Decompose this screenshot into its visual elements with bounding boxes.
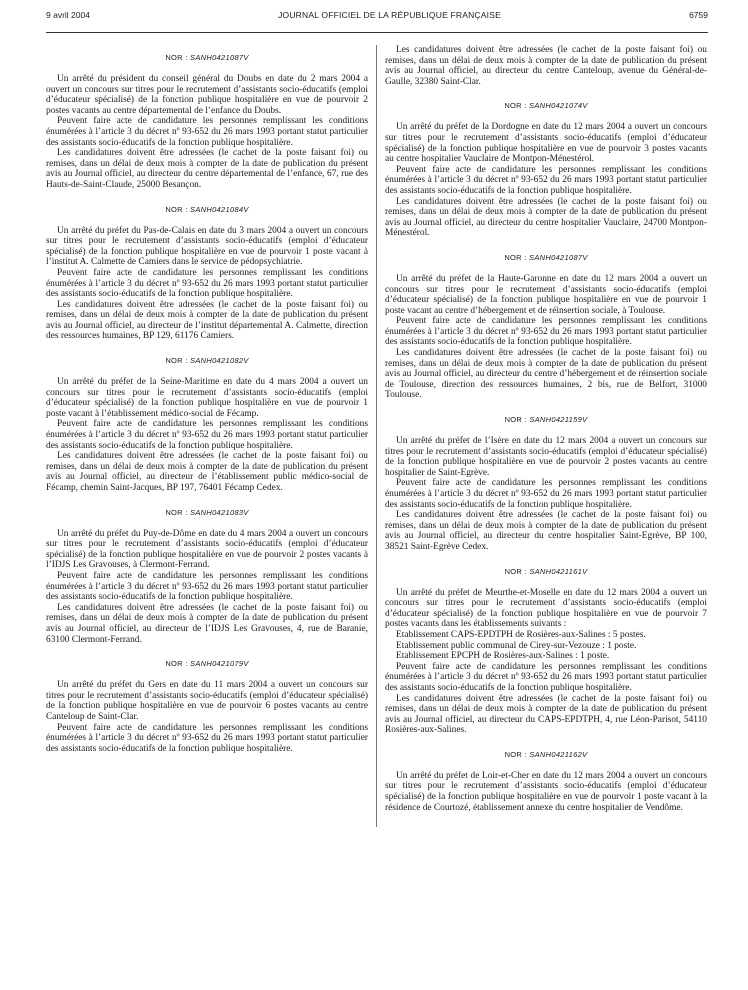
notice bbox=[385, 750, 707, 813]
two-column-body bbox=[46, 45, 708, 827]
notice-paragraph: Peuvent faire acte de candidature les personnes remplissant les conditions énumérées à l’article 3 du décret nº 93-652 du 26 mars 1993 portant statut particulier des assistants socio-éducatifs de la fonction publique hospitalière. bbox=[385, 661, 707, 693]
nor-prefix: NOR : bbox=[165, 659, 188, 669]
notice-paragraph: Les candidatures doivent être adressées (le cachet de la poste faisant foi) ou remises, dans un délai de deux mois à compter de la date de publication du présent avis au Journal officiel, au directeur du centre hospitalier Saint-Egrève, BP 100, 38521 Saint-Egrève Cedex. bbox=[385, 510, 707, 552]
nor-reference bbox=[46, 205, 368, 214]
notice bbox=[385, 253, 707, 401]
nor-code: SANH0421087V bbox=[529, 252, 588, 262]
establishment-item: Etablissement EPCPH de Rosières-aux-Salines : 1 poste. bbox=[396, 651, 610, 662]
nor-prefix: NOR : bbox=[504, 566, 527, 576]
nor-code: SANH0421079V bbox=[190, 659, 249, 669]
notice bbox=[385, 101, 707, 239]
nor-prefix: NOR : bbox=[165, 53, 188, 62]
establishment-item: Etablissement CAPS-EPDTPH de Rosières-aux-Salines : 5 postes. bbox=[396, 629, 646, 640]
notice-paragraph: Un arrêté du préfet de Meurthe-et-Moselle en date du 12 mars 2004 a ouvert un concours sur titres pour le recrutement d’assistants socio-éducatifs (emploi d’éducateur spécialisé) de la fonction publique hospitalière en vue de pourvoir 7 postes vacants dans les établissements suivants : bbox=[385, 587, 707, 630]
nor-prefix: NOR : bbox=[504, 252, 527, 262]
nor-reference bbox=[385, 750, 707, 759]
notice-paragraph: Un arrêté du préfet de la Seine-Maritime en date du 4 mars 2004 a ouvert un concours sur titres pour le recrutement d’assistants socio-éducatifs (emploi d’éducateur spécialisé) de la fonction publique hospitalière en vue de pourvoir 1 poste vacant à l’établissement médico-social de Fécamp. bbox=[46, 377, 368, 419]
issue-date: 9 avril 2004 bbox=[46, 10, 90, 20]
header-rule bbox=[46, 32, 708, 33]
notice-paragraph: Peuvent faire acte de candidature les personnes remplissant les conditions énumérées à l’article 3 du décret nº 93-652 du 26 mars 1993 portant statut particulier des assistants socio-éducatifs de la fonction publique hospitalière. bbox=[385, 478, 707, 510]
establishment-list bbox=[385, 630, 707, 662]
nor-reference bbox=[46, 356, 368, 365]
nor-code: SANH0421161V bbox=[529, 566, 588, 576]
nor-prefix: NOR : bbox=[165, 356, 188, 366]
notice bbox=[46, 508, 368, 646]
notice-paragraph: Peuvent faire acte de candidature les personnes remplissant les conditions énumérées à l’article 3 du décret nº 93-652 du 26 mars 1993 portant statut particulier des assistants socio-éducatifs de la fonction publique hospitalière. bbox=[385, 316, 707, 348]
page-header bbox=[46, 0, 708, 26]
notice-paragraph: Les candidatures doivent être adressées (le cachet de la poste faisant foi) ou remises, dans un délai de deux mois à compter de la date de publication du présent avis au Journal officiel, au directeur du centre hospitalier Vauclaire, 24700 Montpon-Ménestérol. bbox=[385, 196, 707, 239]
notice-paragraph: Les candidatures doivent être adressées (le cachet de la poste faisant foi) ou remises, dans un délai de deux mois à compter de la date de publication du présent avis au Journal officiel, au directeur de l’établissement public médico-social de Fécamp, chemin Saint-Jacques, BP 197, 76401 Fécamp Cedex. bbox=[46, 451, 368, 493]
establishment-item: Etablissement public communal de Cirey-sur-Vezouze : 1 poste. bbox=[396, 640, 637, 651]
nor-code: SANH0421162V bbox=[529, 749, 588, 759]
journal-title: JOURNAL OFFICIEL DE LA RÉPUBLIQUE FRANÇAISE bbox=[278, 10, 501, 20]
nor-reference bbox=[385, 253, 707, 262]
nor-prefix: NOR : bbox=[165, 204, 188, 214]
notice-paragraph: Les candidatures doivent être adressées (le cachet de la poste faisant foi) ou remises, dans un délai de deux mois à compter de la date de publication du présent avis au Journal officiel, au directeur du centre Canteloup, avenue du Général-de-Gaulle, 32380 Saint-Clar. bbox=[385, 45, 707, 87]
nor-prefix: NOR : bbox=[504, 101, 527, 111]
nor-code: SANH0421083V bbox=[190, 507, 249, 517]
notice-paragraph: Les candidatures doivent être adressées (le cachet de la poste faisant foi) ou remises, dans un délai de deux mois à compter de la date de publication du présent avis au Journal officiel, au directeur du centre d’hébergement et de réinsertion sociale de Toulouse, direction des ressources humaines, 2 bis, rue de Belfort, 31000 Toulouse. bbox=[385, 348, 707, 401]
nor-prefix: NOR : bbox=[504, 415, 527, 425]
left-column bbox=[46, 45, 376, 827]
notice bbox=[46, 659, 368, 754]
notice-paragraph: Les candidatures doivent être adressées (le cachet de la poste faisant foi) ou remises, dans un délai de deux mois à compter de la date de publication du présent avis au Journal officiel, au directeur du centre départemental de l’enfance, 67, rue des Hauts-de-Saint-Claude, 25000 Besançon. bbox=[46, 148, 368, 190]
nor-code: SANH0421082V bbox=[190, 356, 249, 366]
notice-paragraph: Un arrêté du préfet du Gers en date du 11 mars 2004 a ouvert un concours sur titres pour le recrutement d’assistants socio-éducatifs (emploi d’éducateur spécialisé) de la fonction publique hospitalière en vue de pourvoir 6 postes vacants au centre Canteloup de Saint-Clar. bbox=[46, 680, 368, 722]
nor-code: SANH0421087V bbox=[190, 53, 249, 62]
notice-paragraph: Un arrêté du préfet de la Haute-Garonne en date du 12 mars 2004 a ouvert un concours sur titres pour le recrutement d’assistants socio-éducatifs (emploi d’éducateur spécialisé) de la fonction publique hospitalière en vue de pourvoir 1 poste vacant au centre d’hébergement et de réinsertion sociale, à Toulouse. bbox=[385, 273, 707, 316]
right-column bbox=[376, 45, 707, 827]
notice-paragraph: Peuvent faire acte de candidature les personnes remplissant les conditions énumérées à l’article 3 du décret nº 93-652 du 26 mars 1993 portant statut particulier des assistants socio-éducatifs de la fonction publique hospitalière. bbox=[46, 116, 368, 148]
nor-reference bbox=[46, 508, 368, 517]
nor-reference bbox=[385, 415, 707, 424]
nor-reference bbox=[385, 101, 707, 110]
nor-reference bbox=[385, 567, 707, 576]
notice bbox=[385, 567, 707, 736]
notice bbox=[385, 415, 707, 553]
notice-paragraph: Un arrêté du préfet de Loir-et-Cher en date du 12 mars 2004 a ouvert un concours sur titres pour le recrutement d’assistants socio-éducatifs (emploi d’éducateur spécialisé) de la fonction publique hospitalière en vue de pourvoir 1 poste vacant à la résidence de Courtozé, établissement annexe du centre hospitalier de Vendôme. bbox=[385, 770, 707, 813]
notice-paragraph: Peuvent faire acte de candidature les personnes remplissant les conditions énumérées à l’article 3 du décret nº 93-652 du 26 mars 1993 portant statut particulier des assistants socio-éducatifs de la fonction publique hospitalière. bbox=[46, 419, 368, 451]
nor-code: SANH0421074V bbox=[529, 101, 588, 111]
notice-paragraph: Un arrêté du président du conseil général du Doubs en date du 2 mars 2004 a ouvert un concours sur titres pour le recrutement d’assistants socio-éducatifs (emploi d’éducateur spécialisé) de la fonction publique hospitalière en vue de pourvoir 2 postes vacants au centre départemental de l’enfance du Doubs. bbox=[46, 74, 368, 116]
notice-paragraph: Peuvent faire acte de candidature les personnes remplissant les conditions énumérées à l’article 3 du décret nº 93-652 du 26 mars 1993 portant statut particulier des assistants socio-éducatifs de la fonction publique hospitalière. bbox=[46, 267, 368, 300]
notice-paragraph: Peuvent faire acte de candidature les personnes remplissant les conditions énumérées à l’article 3 du décret nº 93-652 du 26 mars 1993 portant statut particulier des assistants socio-éducatifs de la fonction publique hospitalière. bbox=[46, 722, 368, 754]
notice bbox=[385, 45, 707, 87]
notice bbox=[46, 356, 368, 494]
notice-paragraph: Un arrêté du préfet du Pas-de-Calais en date du 3 mars 2004 a ouvert un concours sur titres pour le recrutement d’assistants socio-éducatifs (emploi d’éducateur spécialisé) de la fonction publique hospitalière en vue de pourvoir 1 poste vacant à l’institut A. Calmette de Camiers dans le service de pédopsychiatrie. bbox=[46, 225, 368, 268]
nor-prefix: NOR : bbox=[165, 507, 188, 517]
notice-paragraph: Peuvent faire acte de candidature les personnes remplissant les conditions énumérées à l’article 3 du décret nº 93-652 du 26 mars 1993 portant statut particulier des assistants socio-éducatifs de la fonction publique hospitalière. bbox=[46, 570, 368, 603]
notice-paragraph: Les candidatures doivent être adressées (le cachet de la poste faisant foi) ou remises, dans un délai de deux mois à compter de la date de publication du présent avis au Journal officiel, au directeur de l’IDJS Les Gravouses, 4, rue de Baranie, 63100 Clermont-Ferrand. bbox=[46, 602, 368, 645]
nor-code: SANH0421159V bbox=[529, 415, 588, 425]
notice-paragraph: Un arrêté du préfet du Puy-de-Dôme en date du 4 mars 2004 a ouvert un concours sur titres pour le recrutement d’assistants socio-éducatifs (emploi d’éducateur spécialisé) de la fonction publique hospitalière en vue de pourvoir 2 postes vacants à l’IDJS Les Gravouses, à Clermont-Ferrand. bbox=[46, 528, 368, 571]
notice-paragraph: Peuvent faire acte de candidature les personnes remplissant les conditions énumérées à l’article 3 du décret nº 93-652 du 26 mars 1993 portant statut particulier des assistants socio-éducatifs de la fonction publique hospitalière. bbox=[385, 164, 707, 196]
nor-reference bbox=[46, 659, 368, 668]
notice bbox=[46, 53, 368, 191]
nor-code: SANH0421084V bbox=[190, 204, 249, 214]
nor-prefix: NOR : bbox=[504, 749, 527, 759]
notice-paragraph: Les candidatures doivent être adressées (le cachet de la poste faisant foi) ou remises, dans un délai de deux mois à compter de la date de publication du présent avis au Journal officiel, au directeur du CAPS-EPDTPH, 4, rue Léon-Parisot, 54110 Rosières-aux-Salines. bbox=[385, 693, 707, 736]
notice-paragraph: Les candidatures doivent être adressées (le cachet de la poste faisant foi) ou remises, dans un délai de deux mois à compter de la date de publication du présent avis au Journal officiel, au directeur de l’institut départemental A. Calmette, direction des ressources humaines, BP 129, 61176 Camiers. bbox=[46, 299, 368, 342]
notice-paragraph: Un arrêté du préfet de l’Isère en date du 12 mars 2004 a ouvert un concours sur titres pour le recrutement d’assistants socio-éducatifs (emploi d’éducateur spécialisé) de la fonction publique hospitalière en vue de pourvoir 2 postes vacants au centre hospitalier de Saint-Egrève. bbox=[385, 436, 707, 478]
notice bbox=[46, 205, 368, 343]
notice-paragraph: Un arrêté du préfet de la Dordogne en date du 12 mars 2004 a ouvert un concours sur titres pour le recrutement d’assistants socio-éducatifs (emploi d’éducateur spécialisé) de la fonction publique hospitalière en vue de pourvoir 3 postes vacants au centre hospitalier Vauclaire de Montpon-Ménestérol. bbox=[385, 122, 707, 165]
page-number: 6759 bbox=[689, 10, 708, 20]
nor-reference bbox=[46, 53, 368, 62]
